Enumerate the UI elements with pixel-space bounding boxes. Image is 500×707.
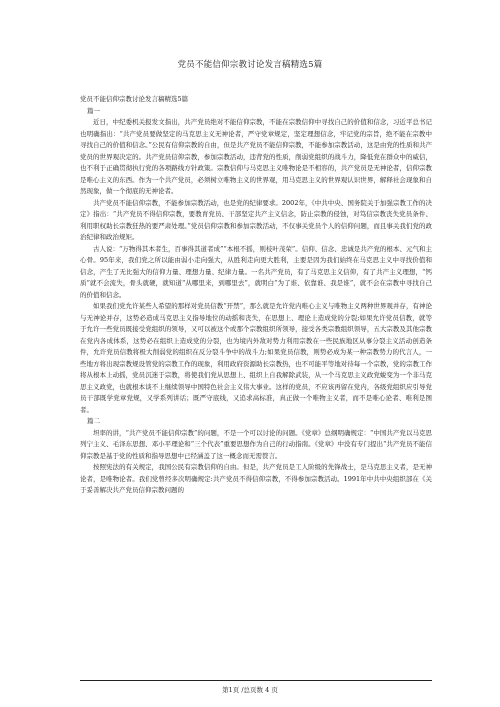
paragraph: 古人说：“万物得其本者生，百事得其道者成”“本根不摇，则枝叶茂荣”。信仰、信念、忠诚是共产党的根本、元气和主心骨。95年来，我们党之所以能由弱小走向强大，从胜利走向更大胜利，主要是因为我们始终在马克思主义中寻找价值和信念，产生了无比强大的信仰力量、理想力量、纪律力量。一名共产党员，有了马克思主义信仰，有了共产主义理想，“钙质”就不会流失，骨头就硬，就知道“从哪里来，到哪里去”，就明白“为了谁、依靠谁、我是谁”，就不会在宗教中寻找自己的价值和信念。 <box>80 244 432 299</box>
section-heading: 篇二 <box>87 417 100 425</box>
paragraph: 共产党员不能信仰宗教，不能参加宗教活动，也是党的纪律要求。2002年，《中共中央、国务院关于加强宗教工作的决定》指出：“共产党员不得信仰宗教，要教育党员、干部坚定共产主义信念，防止宗教的侵蚀，对笃信宗教丧失党员条件、利用职权助长宗教狂热的要严肃处理。”党员信仰宗教和参加宗教活动，不仅事关党员个人的信仰问题，而且事关我们党的政治纪律和政治规矩。 <box>80 198 432 241</box>
paragraph: 坦率的讲，“共产党员不能信仰宗教”的问题，不是一个可以讨论的问题。《党章》总纲明确规定：“中国共产党以马克思列宁主义、毛泽东思想、邓小平理论和“三个代表”重要思想作为自己的行动指南。《党章》中没有专门提出“共产党员不能信仰宗教是基于党的性质和指导思想中已经涵盖了这一概念而无需赘言。 <box>80 428 432 460</box>
paragraph: 近日，中纪委机关报发文指出，共产党员绝对不能信仰宗教，不能在宗教信仰中寻找自己的价值和信念，习近平总书记也明确指出：“共产党员要做坚定的马克思主义无神论者，严守党章规定，坚定理想信念，牢记党的宗旨，绝不能在宗教中寻找自己的价值和信念。”公民有信仰宗教的自由，但是共产党员不能信仰宗教，不能参加宗教活动，这是由党的性质和共产党员的世界观决定的。共产党员信仰宗教，参加宗教活动，违背党的性质，削弱党组织的战斗力，降低党在群众中的威信，也不利于正确贯彻执行党的各项路线方针政策。宗教信仰与马克思主义唯物论是不相容的，共产党员是无神论者，信仰宗教是唯心主义的东西。作为一个共产党员，必须树立唯物主义的世界观，用马克思主义的世界观认识世界，解释社会现象和自然现象，做一个彻底的无神论者。 <box>80 118 432 195</box>
document-body <box>80 94 432 497</box>
section-heading: 篇一 <box>87 106 100 115</box>
paragraph: 如果我们党允许某些人希望的那样对党员信教“开禁”，那么就是允许党内唯心主义与唯物主义两种世界观并存，有神论与无神论并存，这势必造成马克思主义指导地位的动摇和丧失，在思想上、理论上造成党的分裂;如果允许党员信教，就等于允许一些党员既接受党组织的领导，又可以被这个或那个宗教组织所领导，接受各类宗教组织领导，五大宗教及其他宗教在党内各成体系，这势必在组织上造成党的分裂，也为境内外敌对势力利用宗教在一些民族地区从事分裂主义活动创造条件，允许党员信教将极大削弱党的组织在反分裂斗争中的战斗力;如果党员信教，则势必成为某一种宗教势力的代言人，一些地方将出现宗教规设管党的宗教工作的现象，利用政府资源助长宗教热，也不可能平等地对待每一个宗教，党的宗教工作将从根本上动摇，党员沉迷于宗教，将使我们党从思想上、组织上自我解除武装，从一个马克思主义政党蜕变为一个非马克思主义政党，也就根本谈不上继续领导中国特色社会主义伟大事业。这样的党员，不应该再留在党内，各级党组织应引导党员干部既学党章党规，又学系列讲话；既严守底线，又追求高标准，真正做一个唯物主义者，而不是唯心论者、唯利是图者。 <box>80 302 432 414</box>
paragraph: 按照宪法的有关规定，我国公民有宗教信仰的自由。但是，共产党员是工人阶级的先锋战士，是马克思主义者，是无神论者，是唯物论者。我们党曾经多次明确规定:共产党员不得信仰宗教，不得参加宗教活动。1991年中共中央组织部在《关于妥善解决共产党员信仰宗教问题的 <box>80 463 432 494</box>
footer-divider <box>80 680 432 681</box>
page-footer: 第1页 /总页数 4 页 <box>222 686 278 694</box>
document-subtitle: 党员不能信仰宗教讨论发言稿精选5篇 <box>80 95 189 103</box>
page-title: 党员不能信仰宗教讨论发言稿精选5篇 <box>177 60 323 70</box>
